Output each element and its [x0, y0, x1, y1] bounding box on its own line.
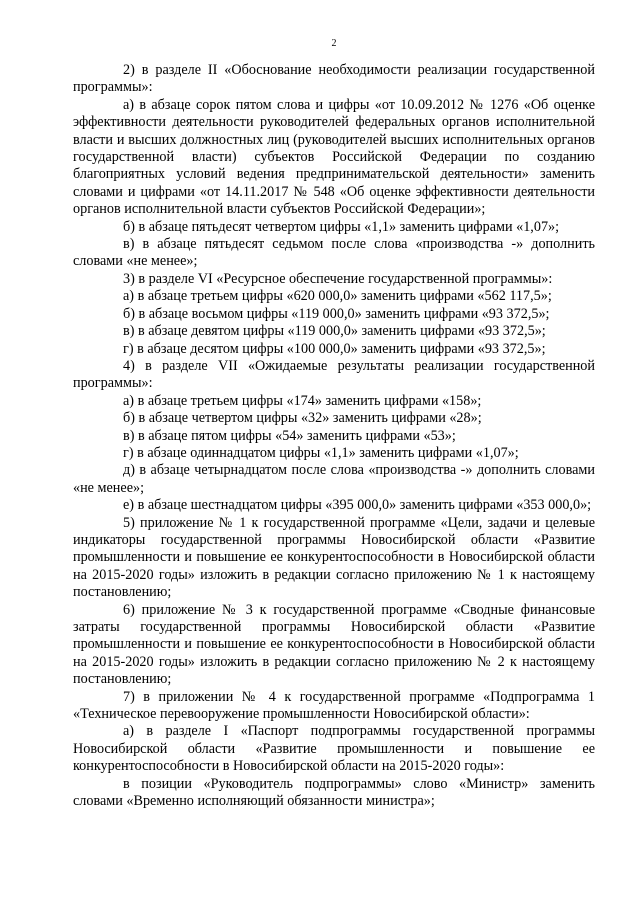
paragraph: в позиции «Руководитель подпрограммы» слово «Министр» заменить словами «Временно исполняющий обязанности министра»; — [73, 775, 595, 810]
paragraph: в) в абзаце пятьдесят седьмом после слова «производства -» дополнить словами «не менее»; — [73, 236, 595, 270]
paragraph: 2) в разделе II «Обоснование необходимости реализации государственной программы»: — [73, 62, 595, 96]
paragraph: в) в абзаце пятом цифры «54» заменить цифрами «53»; — [123, 427, 456, 444]
paragraph: 7) в приложении № 4 к государственной программе «Подпрограмма 1 «Техническое перевооружение промышленности Новосибирской области»: — [73, 688, 595, 723]
paragraph: 4) в разделе VII «Ожидаемые результаты реализации государственной программы»: — [73, 357, 595, 392]
paragraph: д) в абзаце четырнадцатом после слова «производства -» дополнить словами «не менее»; — [73, 462, 595, 496]
paragraph: а) в абзаце третьем цифры «620 000,0» заменить цифрами «562 117,5»; — [123, 288, 552, 305]
paragraph: г) в абзаце одиннадцатом цифры «1,1» заменить цифрами «1,07»; — [123, 444, 519, 461]
paragraph: е) в абзаце шестнадцатом цифры «395 000,0» заменить цифрами «353 000,0»; — [123, 497, 592, 514]
paragraph: а) в абзаце сорок пятом слова и цифры «от 10.09.2012 № 1276 «Об оценке эффективности деятельности руководителей федеральных органов исполнительной власти и высших должностных лиц (руководителей высших исполнительных органов государственной власти) субъектов Российской Федерации по созданию благоприятных условий ведения предпринимательской деятельности» заменить словами и цифрами «от 14.11.2017 № 548 «Об оценке эффективности деятельности органов исполнительной власти субъектов Российской Федерации»; — [73, 96, 595, 218]
document-body — [73, 62, 595, 810]
paragraph: б) в абзаце пятьдесят четвертом цифры «1,1» заменить цифрами «1,07»; — [123, 218, 560, 235]
paragraph: 3) в разделе VI «Ресурсное обеспечение государственной программы»: — [123, 270, 553, 287]
paragraph: а) в разделе I «Паспорт подпрограммы государственной программы Новосибирской области «Развитие промышленности и повышение ее конкурентоспособности в Новосибирской области на 2015-2020 годы»: — [73, 723, 595, 775]
paragraph: в) в абзаце девятом цифры «119 000,0» заменить цифрами «93 372,5»; — [123, 323, 546, 340]
page-number: 2 — [331, 38, 337, 49]
paragraph: 6) приложение № 3 к государственной программе «Сводные финансовые затраты государственной программы Новосибирской области «Развитие промышленности и повышение ее конкурентоспособности в Новосибирской области на 2015-2020 годы» изложить в редакции согласно приложению № 2 к настоящему постановлению; — [73, 601, 595, 688]
paragraph: 5) приложение № 1 к государственной программе «Цели, задачи и целевые индикаторы государственной программы Новосибирской области «Развитие промышленности и повышение ее конкурентоспособности в Новосибирской области на 2015-2020 годы» изложить в редакции согласно приложению № 1 к настоящему постановлению; — [73, 514, 595, 601]
paragraph: г) в абзаце десятом цифры «100 000,0» заменить цифрами «93 372,5»; — [123, 340, 546, 357]
paragraph: б) в абзаце четвертом цифры «32» заменить цифрами «28»; — [123, 410, 482, 427]
paragraph: а) в абзаце третьем цифры «174» заменить цифрами «158»; — [123, 392, 482, 409]
paragraph: б) в абзаце восьмом цифры «119 000,0» заменить цифрами «93 372,5»; — [123, 305, 550, 322]
